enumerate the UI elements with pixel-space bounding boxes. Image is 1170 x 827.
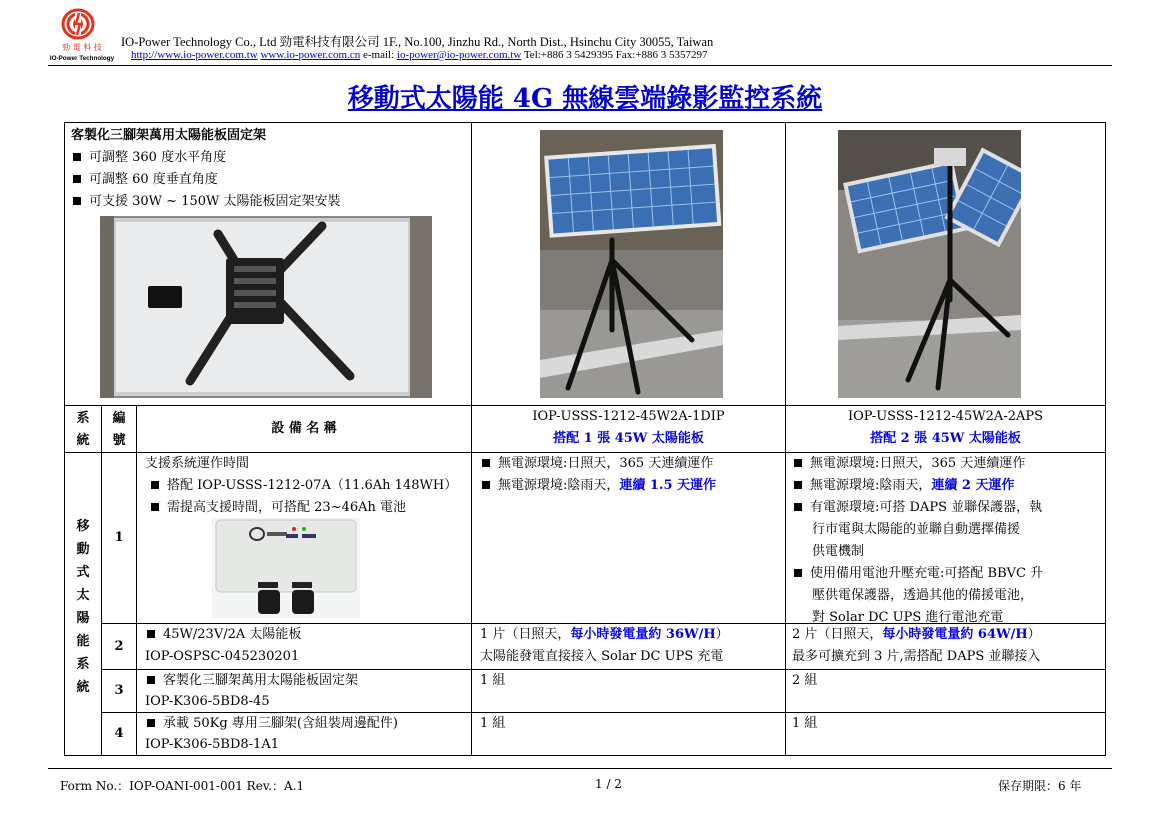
row-4-description: 承載 50Kg 專用三腳架(含組裝周邊配件) IOP-K306-5BD8-1A1 [136,712,472,756]
bracket-item: 可支援 30W ~ 150W 太陽能板固定架安裝 [71,191,465,213]
model-1dip-subtitle: 搭配 1 張 45W 太陽能板 [553,431,704,446]
footer-page-number: 1 / 2 [595,777,622,791]
website-link-cn[interactable]: www.io-power.com.cn [260,49,361,61]
row-4-number: 4 [101,712,137,756]
row-4-model-1dip: 1 組 [471,712,786,756]
row-3-description: 客製化三腳架萬用太陽能板固定架 IOP-K306-5BD8-45 [136,669,472,713]
header-number: 編 號 [101,405,137,453]
row-2-description: 45W/23V/2A 太陽能板 IOP-OSPSC-045230201 [136,623,472,670]
company-logo [48,8,116,62]
document-title: 移動式太陽能 4G 無線雲端錄影監控系統 [347,84,823,114]
model-1dip-name: IOP-USSS-1212-45W2A-1DIP [532,409,725,424]
phone-fax: Tel:+886 3 5429395 Fax:+886 3 5357297 [523,49,708,61]
row-2-model-1dip: 1 片（日照天，每小時發電量約 36W/H） 太陽能發電直接接入 Solar DC UPS 充電 [471,623,786,670]
header-model-2aps [785,405,1106,453]
footer-form-number: Form No.：IOP-OANI-001-001 Rev.：A.1 [60,779,305,793]
row-2-number: 2 [101,623,137,670]
email-label: e-mail: [363,49,395,61]
model-2aps-subtitle: 搭配 2 張 45W 太陽能板 [870,431,1021,446]
row-2-model-2aps: 2 片（日照天，每小時發電量約 64W/H） 最多可擴充到 3 片,需搭配 DAPS 並聯接入 [785,623,1106,670]
logo-text-en: IO-Power Technology [49,55,115,62]
header-device-name: 設 備 名 稱 [136,405,472,453]
contact-line [131,49,708,61]
email-link[interactable]: io-power@io-power.com.tw [396,49,522,61]
row-1-number: 1 [101,452,137,624]
system-label: 移 動 式 太 陽 能 系 統 [64,452,102,756]
header-divider [48,65,1112,66]
footer-retention: 保存期限：6 年 [998,779,1082,793]
row-1-description: 支援系統運作時間 搭配 IOP-USSS-1212-07A（11.6Ah 148WH） 需提高支援時間，可搭配 23~46Ah 電池 [136,452,472,624]
row-4-model-2aps: 1 組 [785,712,1106,756]
company-address: IO-Power Technology Co., Ltd 勁電科技有限公司 1F., No.100, Jinzhu Rd., North Dist., Hsinchu City 30055, Taiwan [121,35,714,49]
header-system: 系 統 [64,405,102,453]
bracket-heading: 客製化三腳架萬用太陽能板固定架 [71,128,267,143]
website-link-tw[interactable]: http://www.io-power.com.tw [131,49,258,61]
model-2aps-name: IOP-USSS-1212-45W2A-2APS [847,409,1044,424]
row-1-model-1dip: 無電源環境:日照天，365 天連續運作 無電源環境:陰雨天，連續 1.5 天運作 [471,452,786,624]
tripod-photo-1dip [540,130,723,398]
ups-device-photo [212,518,360,618]
row-3-number: 3 [101,669,137,713]
bracket-item: 可調整 360 度水平角度 [71,147,465,169]
header-model-1dip [471,405,786,453]
logo-text-cn: 勁 電 科 技 [62,43,102,52]
row-3-model-2aps: 2 組 [785,669,1106,713]
tripod-photo-2aps [838,130,1021,398]
row-1-model-2aps: 無電源環境:日照天，365 天連續運作 無電源環境:陰雨天，連續 2 天運作 有電源環境:可搭 DAPS 並聯保護器，執 行市電與太陽能的並聯自動選擇備援 供電機制 使用備用電池升壓充電:可搭配 BBVC 升 壓供電保護器，透過其他的備援電池， 對 Solar DC UPS 進行電池充電 [785,452,1106,624]
page-header [48,6,1112,64]
row-3-model-1dip: 1 組 [471,669,786,713]
bracket-item: 可調整 60 度垂直角度 [71,169,465,191]
footer-divider [48,768,1112,769]
bracket-photo [100,216,432,398]
